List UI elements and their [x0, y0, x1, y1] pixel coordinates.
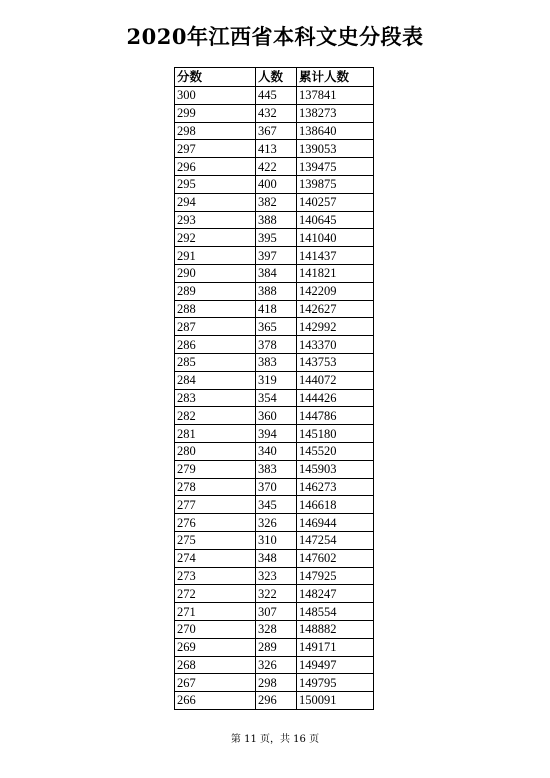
cell-count: 326 [256, 514, 297, 532]
cell-score: 274 [175, 549, 256, 567]
cell-score: 286 [175, 336, 256, 354]
cell-count: 354 [256, 389, 297, 407]
cell-score: 271 [175, 603, 256, 621]
table-row [175, 247, 374, 265]
table-row [175, 104, 374, 122]
cell-score: 269 [175, 638, 256, 656]
cell-count: 289 [256, 638, 297, 656]
cell-score: 289 [175, 282, 256, 300]
cell-score: 294 [175, 193, 256, 211]
cell-cumulative: 148882 [297, 620, 374, 638]
cell-score: 277 [175, 496, 256, 514]
table-row [175, 264, 374, 282]
cell-count: 296 [256, 692, 297, 710]
cell-count: 383 [256, 353, 297, 371]
cell-count: 322 [256, 585, 297, 603]
table-row [175, 478, 374, 496]
table-row [175, 656, 374, 674]
cell-count: 340 [256, 442, 297, 460]
cell-cumulative: 147925 [297, 567, 374, 585]
cell-count: 388 [256, 211, 297, 229]
cell-count: 384 [256, 264, 297, 282]
table-row [175, 122, 374, 140]
cell-count: 345 [256, 496, 297, 514]
table-row [175, 603, 374, 621]
cell-count: 365 [256, 318, 297, 336]
cell-cumulative: 142627 [297, 300, 374, 318]
cell-cumulative: 142992 [297, 318, 374, 336]
cell-cumulative: 140257 [297, 193, 374, 211]
cell-cumulative: 146618 [297, 496, 374, 514]
table-row [175, 140, 374, 158]
cell-cumulative: 139053 [297, 140, 374, 158]
cell-score: 281 [175, 425, 256, 443]
cell-cumulative: 141040 [297, 229, 374, 247]
table-row [175, 371, 374, 389]
cell-count: 418 [256, 300, 297, 318]
cell-score: 287 [175, 318, 256, 336]
cell-score: 279 [175, 460, 256, 478]
table-row [175, 353, 374, 371]
cell-count: 328 [256, 620, 297, 638]
cell-count: 388 [256, 282, 297, 300]
cell-cumulative: 147602 [297, 549, 374, 567]
table-row [175, 692, 374, 710]
cell-cumulative: 144426 [297, 389, 374, 407]
cell-cumulative: 149497 [297, 656, 374, 674]
table-row [175, 229, 374, 247]
cell-count: 394 [256, 425, 297, 443]
cell-score: 285 [175, 353, 256, 371]
table-row [175, 674, 374, 692]
column-header-count: 人数 [256, 68, 297, 87]
cell-cumulative: 149171 [297, 638, 374, 656]
cell-score: 291 [175, 247, 256, 265]
table-row [175, 336, 374, 354]
score-table [174, 67, 374, 710]
cell-cumulative: 142209 [297, 282, 374, 300]
cell-score: 296 [175, 158, 256, 176]
cell-count: 298 [256, 674, 297, 692]
cell-count: 348 [256, 549, 297, 567]
cell-count: 445 [256, 87, 297, 105]
table-row [175, 211, 374, 229]
cell-score: 268 [175, 656, 256, 674]
table-row [175, 514, 374, 532]
cell-count: 326 [256, 656, 297, 674]
cell-count: 383 [256, 460, 297, 478]
cell-cumulative: 144786 [297, 407, 374, 425]
table-row [175, 638, 374, 656]
cell-score: 273 [175, 567, 256, 585]
cell-score: 292 [175, 229, 256, 247]
table-row [175, 193, 374, 211]
cell-count: 413 [256, 140, 297, 158]
cell-count: 395 [256, 229, 297, 247]
table-row [175, 549, 374, 567]
cell-count: 323 [256, 567, 297, 585]
cell-score: 300 [175, 87, 256, 105]
cell-count: 307 [256, 603, 297, 621]
cell-count: 378 [256, 336, 297, 354]
cell-cumulative: 148554 [297, 603, 374, 621]
table-row [175, 282, 374, 300]
table-row [175, 425, 374, 443]
cell-cumulative: 145520 [297, 442, 374, 460]
cell-score: 282 [175, 407, 256, 425]
cell-score: 266 [175, 692, 256, 710]
cell-score: 293 [175, 211, 256, 229]
cell-count: 400 [256, 175, 297, 193]
cell-count: 310 [256, 531, 297, 549]
table-body [175, 87, 374, 710]
cell-score: 270 [175, 620, 256, 638]
cell-cumulative: 140645 [297, 211, 374, 229]
cell-score: 298 [175, 122, 256, 140]
cell-count: 397 [256, 247, 297, 265]
cell-cumulative: 143753 [297, 353, 374, 371]
cell-count: 370 [256, 478, 297, 496]
cell-score: 272 [175, 585, 256, 603]
table-row [175, 531, 374, 549]
table-row [175, 585, 374, 603]
table-row [175, 407, 374, 425]
cell-cumulative: 145180 [297, 425, 374, 443]
cell-cumulative: 144072 [297, 371, 374, 389]
cell-cumulative: 138273 [297, 104, 374, 122]
cell-count: 382 [256, 193, 297, 211]
cell-score: 267 [175, 674, 256, 692]
cell-cumulative: 149795 [297, 674, 374, 692]
cell-count: 360 [256, 407, 297, 425]
table-row [175, 158, 374, 176]
cell-score: 297 [175, 140, 256, 158]
column-header-score: 分数 [175, 68, 256, 87]
cell-count: 422 [256, 158, 297, 176]
cell-score: 278 [175, 478, 256, 496]
table-row [175, 442, 374, 460]
cell-score: 299 [175, 104, 256, 122]
table-row [175, 620, 374, 638]
cell-count: 432 [256, 104, 297, 122]
cell-score: 275 [175, 531, 256, 549]
table-row [175, 318, 374, 336]
column-header-cumulative: 累计人数 [297, 68, 374, 87]
cell-cumulative: 137841 [297, 87, 374, 105]
table-header-row [175, 68, 374, 87]
cell-count: 367 [256, 122, 297, 140]
cell-score: 283 [175, 389, 256, 407]
table-row [175, 496, 374, 514]
cell-cumulative: 145903 [297, 460, 374, 478]
cell-count: 319 [256, 371, 297, 389]
cell-cumulative: 139875 [297, 175, 374, 193]
cell-cumulative: 143370 [297, 336, 374, 354]
cell-cumulative: 147254 [297, 531, 374, 549]
cell-cumulative: 150091 [297, 692, 374, 710]
cell-cumulative: 146944 [297, 514, 374, 532]
table-row [175, 300, 374, 318]
cell-score: 284 [175, 371, 256, 389]
cell-cumulative: 141821 [297, 264, 374, 282]
table-row [175, 175, 374, 193]
cell-score: 280 [175, 442, 256, 460]
cell-score: 276 [175, 514, 256, 532]
page-footer: 第 11 页，共 16 页 [230, 734, 320, 745]
cell-score: 295 [175, 175, 256, 193]
cell-score: 290 [175, 264, 256, 282]
table-row [175, 87, 374, 105]
page-title: 2020年江西省本科文史分段表 [126, 24, 424, 49]
cell-cumulative: 139475 [297, 158, 374, 176]
table-row [175, 460, 374, 478]
table-row [175, 389, 374, 407]
cell-cumulative: 138640 [297, 122, 374, 140]
cell-cumulative: 146273 [297, 478, 374, 496]
cell-cumulative: 141437 [297, 247, 374, 265]
cell-cumulative: 148247 [297, 585, 374, 603]
cell-score: 288 [175, 300, 256, 318]
table-row [175, 567, 374, 585]
